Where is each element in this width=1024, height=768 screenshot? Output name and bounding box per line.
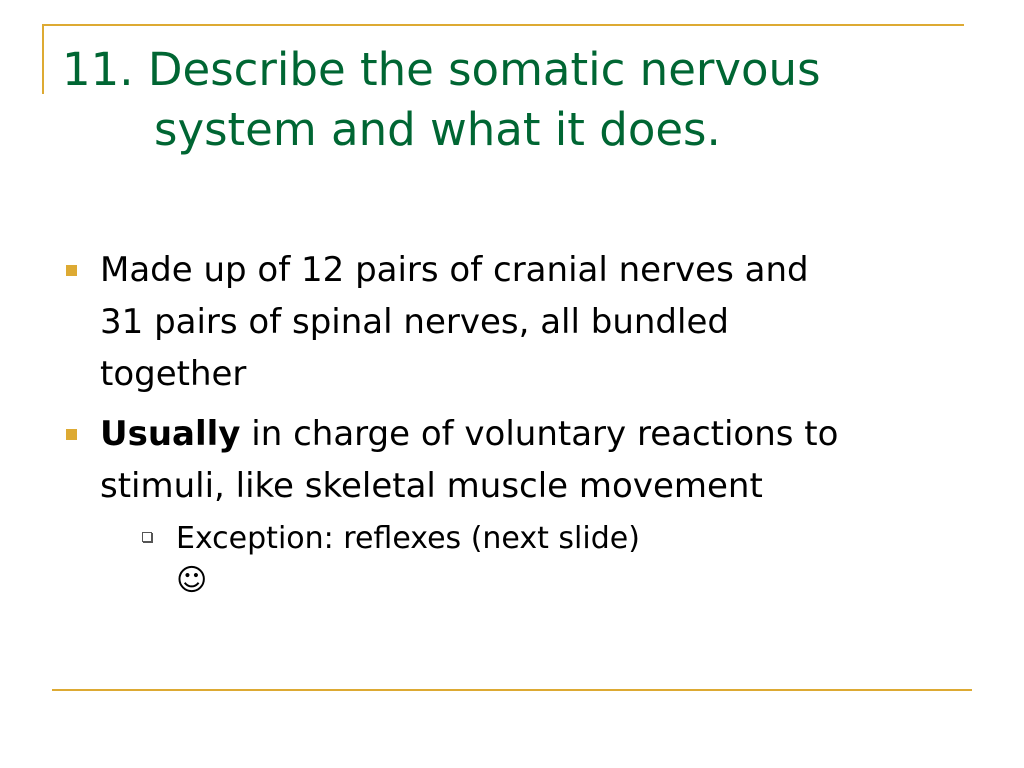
bullet-text-line: stimuli, like skeletal muscle movement bbox=[100, 466, 763, 506]
bullet-text-line: Made up of 12 pairs of cranial nerves and bbox=[100, 250, 809, 290]
bottom-rule bbox=[52, 689, 972, 691]
top-rule bbox=[42, 24, 964, 26]
sub-bullet-item-exception bbox=[100, 518, 980, 602]
slide-content bbox=[60, 244, 980, 610]
sub-bullet-text: Exception: reflexes (next slide) bbox=[176, 521, 640, 556]
bullet-text-line: 31 pairs of spinal nerves, all bundled bbox=[100, 302, 729, 342]
bullet-text-line: together bbox=[100, 354, 247, 394]
left-rule bbox=[42, 24, 44, 94]
square-bullet-icon bbox=[66, 429, 77, 440]
bullet-item-nerves bbox=[60, 244, 980, 400]
title-line-1: 11. Describe the somatic nervous bbox=[62, 43, 821, 96]
bullet-text-line bbox=[100, 408, 980, 460]
title-line-2: system and what it does. bbox=[154, 103, 721, 156]
smiley-face-icon: ☺ bbox=[176, 563, 208, 598]
bullet-text-rest: in charge of voluntary reactions to bbox=[240, 414, 839, 454]
bullet-item-voluntary bbox=[60, 408, 980, 602]
slide-title bbox=[62, 40, 962, 160]
square-bullet-icon bbox=[66, 265, 77, 276]
hollow-square-bullet-icon bbox=[142, 532, 152, 542]
emphasis-usually: Usually bbox=[100, 414, 241, 454]
